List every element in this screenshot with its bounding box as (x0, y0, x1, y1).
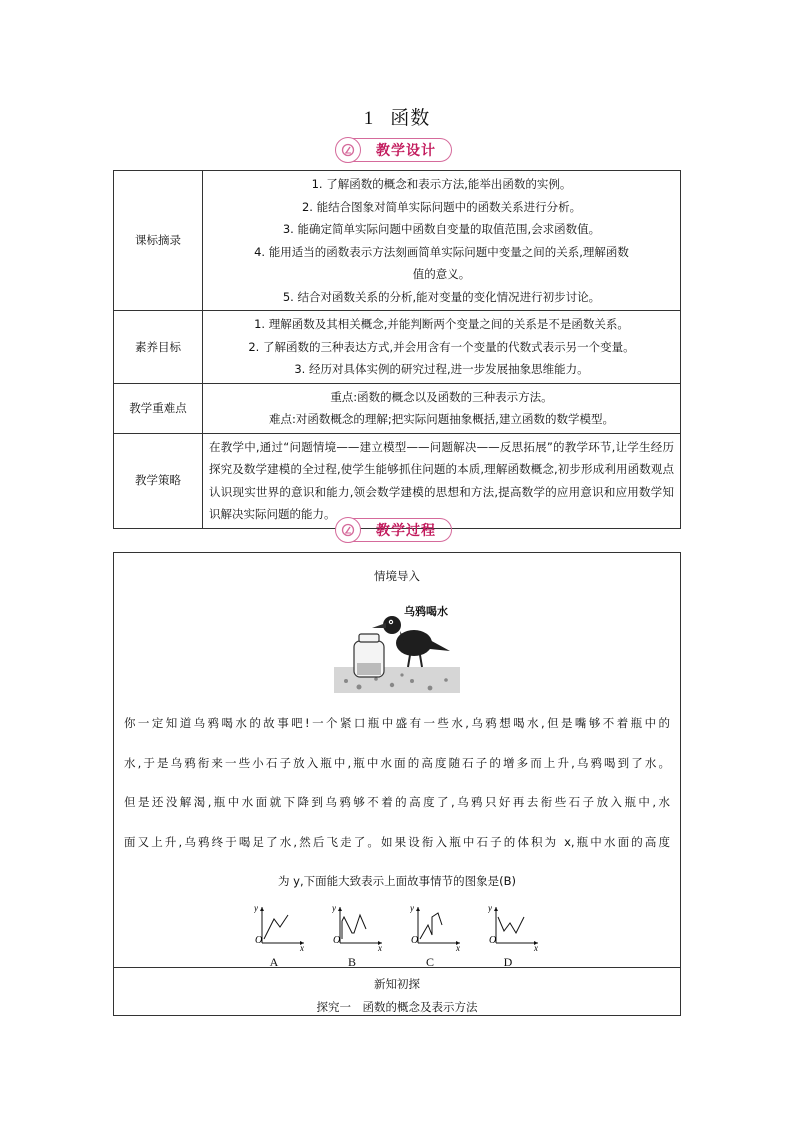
list-item: 2. 了解函数的三种表达方式,并会用含有一个变量的代数式表示另一个变量。 (248, 339, 635, 354)
graph-b (332, 903, 384, 971)
y-axis-label: y (410, 903, 414, 913)
y-axis-label: y (254, 903, 258, 913)
graph-line (342, 915, 366, 939)
x-axis-label: x (378, 943, 382, 951)
title-text: 函数 (390, 107, 431, 129)
list-item: 1. 理解函数及其相关概念,并能判断两个变量之间的关系是不是函数关系。 (254, 317, 629, 331)
list-item: 3. 能确定简单实际问题中函数自变量的取值范围,会求函数值。 (282, 222, 601, 236)
explore-title: 探究一 函数的概念及表示方法 (316, 1000, 478, 1014)
x-axis-label: x (456, 943, 460, 951)
story-line: 面又上升,乌鸦终于喝足了水,然后飞走了。如果设衔入瓶中石子的体积为 x,瓶中水面的高度 (124, 834, 670, 849)
list-item: 值的意义。 (412, 267, 471, 281)
origin-label: O (411, 935, 419, 946)
graph-a (254, 903, 306, 971)
banner-teaching-design (340, 138, 452, 162)
origin-label: O (333, 935, 341, 946)
row-content: 在教学中,通过“问题情境——建立模型——问题解决——反思拓展”的教学环节,让学生经历探究及数学建模的全过程,使学生能够抓住问题的本质,理解函数概念,初步形成利用函数观点认识现实世界的意识和能力,领会数学建模的思想和方法,提高数学的应用意识和应用数学知识解决实际问题的能力。 (203, 433, 681, 528)
list-item: 重点:函数的概念以及函数的三种表示方法。 (330, 389, 553, 404)
origin-label: O (255, 935, 263, 946)
y-axis-label: y (332, 903, 336, 913)
image-caption: 乌鸦喝水 (404, 605, 448, 618)
graph-label: D (503, 955, 513, 969)
list-item: 难点:对函数概念的理解;把实际问题抽象概括,建立函数的数学模型。 (269, 412, 614, 426)
graph-d (488, 903, 540, 971)
teaching-design-table (113, 170, 681, 529)
list-item: 2. 能结合图象对简单实际问题中的函数关系进行分析。 (301, 199, 582, 214)
banner-label: 教学设计 (376, 143, 436, 159)
row-label: 教学策略 (114, 433, 203, 528)
list-item: 5. 结合对函数关系的分析,能对变量的变化情况进行初步讨论。 (282, 289, 601, 304)
title-number: 1 (363, 108, 375, 129)
story-text (124, 704, 670, 902)
pen-badge-icon (335, 517, 361, 543)
graph-line (498, 917, 524, 933)
table-row (114, 433, 681, 528)
graph-line (264, 915, 288, 939)
story-line: 水,于是乌鸦衔来一些小石子放入瓶中,瓶中水面的高度随石子的增多而上升,乌鸦喝到了水。 (124, 755, 670, 770)
row-label: 课标摘录 (114, 171, 203, 311)
teaching-process-box (113, 552, 681, 1016)
section-title: 情境导入 (374, 569, 420, 583)
row-content (203, 311, 681, 384)
crow-illustration (334, 601, 460, 693)
banner-label: 教学过程 (376, 523, 436, 539)
graph-line (420, 913, 442, 939)
x-axis-label: x (534, 943, 538, 951)
story-line: 但是还没解渴,瓶中水面就下降到乌鸦够不着的高度了,乌鸦只好再去衔些石子放入瓶中,水 (124, 795, 670, 809)
graph-label: B (347, 955, 356, 969)
origin-label: O (489, 935, 497, 946)
row-label: 素养目标 (114, 311, 203, 384)
section-divider (114, 967, 680, 968)
page-title (0, 103, 794, 130)
row-content (203, 383, 681, 433)
story-line: 你一定知道乌鸦喝水的故事吧!一个紧口瓶中盛有一些水,乌鸦想喝水,但是嘴够不着瓶中的 (124, 716, 670, 730)
graph-label: A (269, 955, 279, 969)
table-row (114, 171, 681, 311)
list-item: 4. 能用适当的函数表示方法刻画简单实际问题中变量之间的关系,理解函数 (254, 244, 629, 259)
graph-label: C (425, 955, 434, 969)
graph-c (410, 903, 462, 971)
new-section-title: 新知初探 (374, 977, 420, 991)
row-label: 教学重难点 (114, 383, 203, 433)
list-item: 3. 经历对具体实例的研究过程,进一步发展抽象思维能力。 (294, 362, 589, 376)
table-row (114, 383, 681, 433)
table-row (114, 311, 681, 384)
x-axis-label: x (300, 943, 304, 951)
answer-graphs (254, 903, 554, 973)
y-axis-label: y (488, 903, 492, 913)
banner-teaching-process (340, 518, 452, 542)
list-item: 1. 了解函数的概念和表示方法,能举出函数的实例。 (311, 177, 572, 191)
row-content (203, 171, 681, 311)
pen-badge-icon (335, 137, 361, 163)
story-line: 为 y,下面能大致表示上面故事情节的图象是(B) (278, 874, 516, 888)
